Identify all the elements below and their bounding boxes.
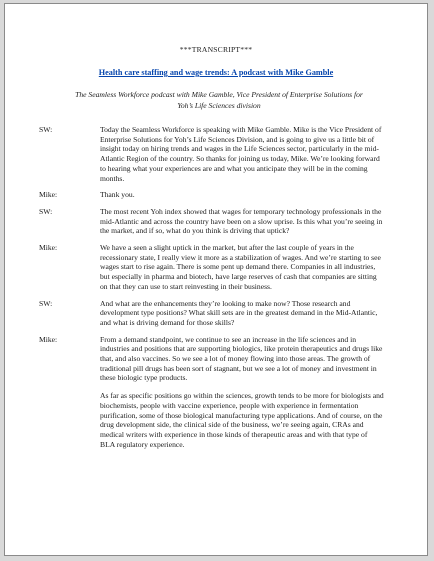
speaker-label: Mike: xyxy=(39,243,58,253)
speaker-label: SW: xyxy=(39,206,53,216)
podcast-subtitle: The Seamless Workforce podcast with Mike Gamble, Vice President of Enterprise Solutions for Yoh’s Life Sciences division xyxy=(75,90,363,110)
transcript-paragraph: From a demand standpoint, we continue to see an increase in the life sciences and in industries and positions that are supporting biologics, like protein therapeutics and drugs like that, and also vaccines. So we see a lot of money flowing into those areas. The growth of traditional pill drugs has been sort of stagnant, but we see a lot of money and investment in these biologic type products. xyxy=(100,334,383,383)
transcript-body xyxy=(39,125,384,456)
transcript-paragraph: And what are the enhancements they’re looking to make now? Those research and development type positions? What skill sets are in the greatest demand in the Mid-Atlantic, and what is driving demand for those skills? xyxy=(100,298,378,327)
transcript-turn xyxy=(39,299,384,328)
transcript-paragraph: As far as specific positions go within the sciences, growth tends to be more for biologists and biochemists, people with vaccine experience, people with experience in fermentation purification, some of those biological manufacturing type applications. And of course, on the drug development side, the clinical side of the business, we’re seeing again, CRAs and medical writers with experience in those kinds of therapeutic areas and with that type of BLA regulatory experience. xyxy=(100,391,384,449)
podcast-title-link[interactable]: Health care staffing and wage trends: A podcast with Mike Gamble xyxy=(98,68,334,77)
transcript-turn xyxy=(39,125,384,183)
transcript-turn xyxy=(39,190,384,200)
transcript-turn xyxy=(39,335,384,450)
speaker-label: SW: xyxy=(39,125,53,134)
speaker-label: SW: xyxy=(39,298,53,308)
speaker-text xyxy=(100,125,384,183)
speaker-text xyxy=(100,207,384,236)
transcript-paragraph: We have a seen a slight uptick in the market, but after the last couple of years in the recessionary state, I really view it more as a stabilization of wages. And we’re starting to see wages start to rise again. There is some pent up demand there. Companies in all industries, but especially in pharma and biotech, have large reserves of cash that companies are sitting on that they can use to start reinvesting in their business. xyxy=(100,243,381,291)
speaker-text xyxy=(100,335,384,450)
transcript-paragraph: Today the Seamless Workforce is speaking with Mike Gamble. Mike is the Vice President of Enterprise Solutions for Yoh’s Life Sciences Division, and is going to give us a little bit of insight today on hiring trends and wages in the Life Sciences sector, particularly in the mid-Atlantic Region of the country. So thanks for joining us today, Mike. We’re looking forward to hearing what your experiences are and what you anticipate they will be in the coming months. xyxy=(100,125,382,183)
transcript-paragraph: Thank you. xyxy=(100,190,135,200)
transcript-turn xyxy=(39,207,384,236)
document-page xyxy=(4,3,428,556)
transcript-paragraph: The most recent Yoh index showed that wages for temporary technology professionals in the mid-Atlantic and across the country have been on a slow uprise. Is this what you’re seeing in the market, and if so, what do you think is driving that uptick? xyxy=(100,206,383,236)
speaker-text xyxy=(100,299,384,328)
speaker-text xyxy=(100,243,384,292)
transcript-header: ***TRANSCRIPT*** xyxy=(179,45,253,54)
speaker-text xyxy=(100,190,384,200)
speaker-label: Mike: xyxy=(39,334,58,344)
speaker-label: Mike: xyxy=(39,190,58,200)
transcript-turn xyxy=(39,243,384,292)
